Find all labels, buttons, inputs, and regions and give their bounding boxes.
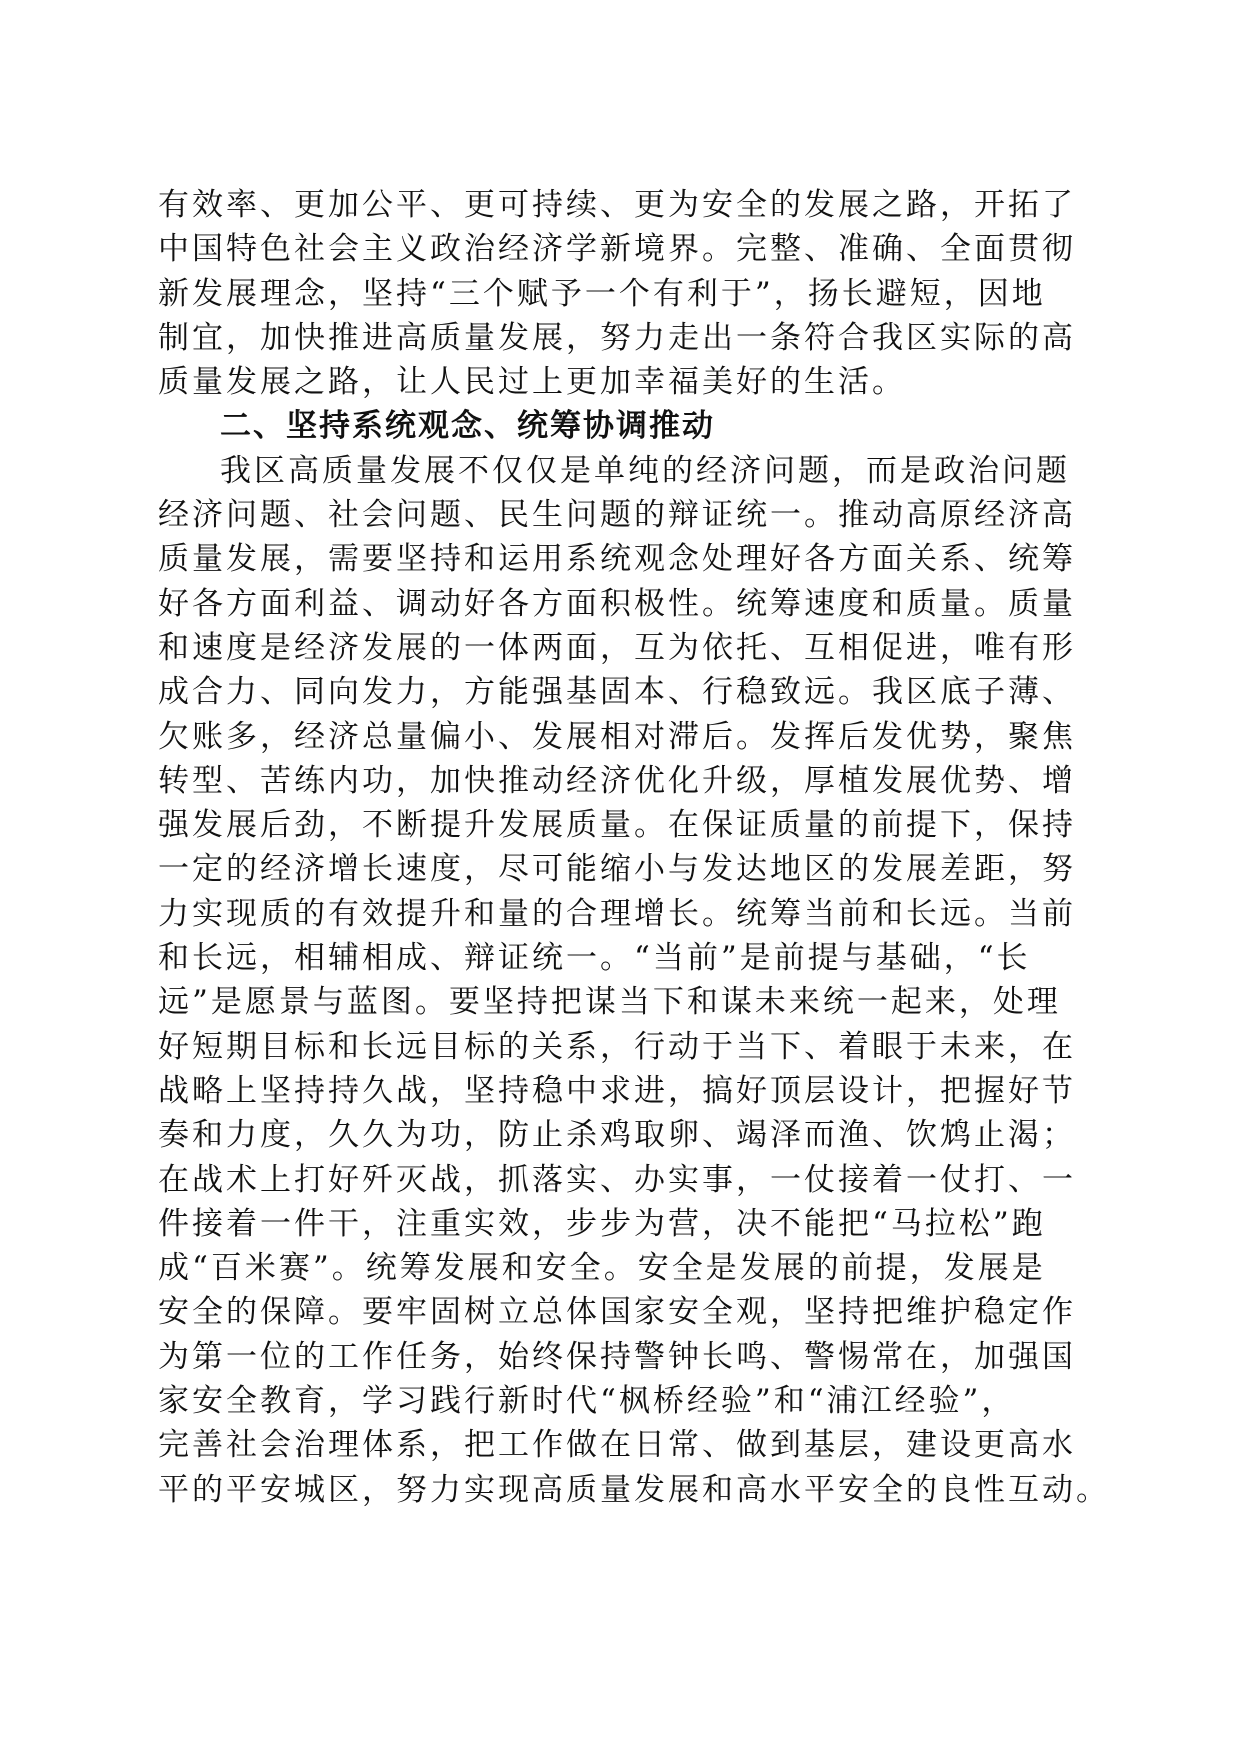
text-line: 新发展理念，坚持“三个赋予一个有利于”，扬长避短，因地: [158, 275, 1046, 312]
text-line: 家安全教育，学习践行新时代“枫桥经验”和“浦江经验”，: [158, 1383, 1016, 1420]
text-line: 我区高质量发展不仅仅是单纯的经济问题，而是政治问题: [220, 452, 1070, 489]
text-line: 成合力、同向发力，方能强基固本、行稳致远。我区底子薄、: [158, 674, 1076, 711]
text-line: 完善社会治理体系，把工作做在日常、做到基层，建设更高水: [158, 1427, 1076, 1464]
text-line: 质量发展之路，让人民过上更加幸福美好的生活。: [158, 364, 906, 401]
text-line: 战略上坚持持久战，坚持稳中求进，搞好顶层设计，把握好节: [158, 1072, 1076, 1109]
text-line: 安全的保障。要牢固树立总体国家安全观，坚持把维护稳定作: [158, 1294, 1076, 1331]
text-line: 好各方面利益、调动好各方面积极性。统筹速度和质量。质量: [158, 585, 1076, 622]
text-line: 制宜，加快推进高质量发展，努力走出一条符合我区实际的高: [158, 319, 1076, 356]
section-heading: 二、坚持系统观念、统筹协调推动: [220, 408, 715, 445]
text-line: 转型、苦练内功，加快推动经济优化升级，厚植发展优势、增: [158, 762, 1076, 799]
text-line: 和速度是经济发展的一体两面，互为依托、互相促进，唯有形: [158, 629, 1076, 666]
text-line: 力实现质的有效提升和量的合理增长。统筹当前和长远。当前: [158, 895, 1076, 932]
text-line: 为第一位的工作任务，始终保持警钟长鸣、警惕常在，加强国: [158, 1338, 1076, 1375]
text-line: 经济问题、社会问题、民生问题的辩证统一。推动高原经济高: [158, 497, 1076, 534]
text-line: 在战术上打好歼灭战，抓落实、办实事，一仗接着一仗打、一: [158, 1161, 1076, 1198]
text-line: 好短期目标和长远目标的关系，行动于当下、着眼于未来，在: [158, 1028, 1076, 1065]
body-paragraph: [158, 449, 1110, 1512]
text-line: 件接着一件干，注重实效，步步为营，决不能把“马拉松”跑: [158, 1205, 1046, 1242]
text-line: 成“百米赛”。统筹发展和安全。安全是发展的前提，发展是: [158, 1250, 1046, 1287]
continuation-paragraph: [158, 183, 1098, 404]
text-line: 质量发展，需要坚持和运用系统观念处理好各方面关系、统筹: [158, 541, 1076, 578]
text-line: 有效率、更加公平、更可持续、更为安全的发展之路，开拓了: [158, 187, 1076, 223]
text-line: 奏和力度，久久为功，防止杀鸡取卵、竭泽而渔、饮鸩止渴；: [158, 1117, 1076, 1154]
text-line: 强发展后劲，不断提升发展质量。在保证质量的前提下，保持: [158, 807, 1076, 844]
text-line: 一定的经济增长速度，尽可能缩小与发达地区的发展差距，努: [158, 851, 1076, 888]
text-line: 欠账多，经济总量偏小、发展相对滞后。发挥后发优势，聚焦: [158, 718, 1076, 755]
text-line: 中国特色社会主义政治经济学新境界。完整、准确、全面贯彻: [158, 231, 1076, 268]
text-line: 平的平安城区，努力实现高质量发展和高水平安全的良性互动。: [158, 1471, 1110, 1508]
text-line: 远”是愿景与蓝图。要坚持把谋当下和谋未来统一起来，处理: [158, 984, 1061, 1021]
document-text: [158, 183, 1110, 1512]
text-line: 和长远，相辅相成、辩证统一。“当前”是前提与基础，“长: [158, 940, 1031, 977]
